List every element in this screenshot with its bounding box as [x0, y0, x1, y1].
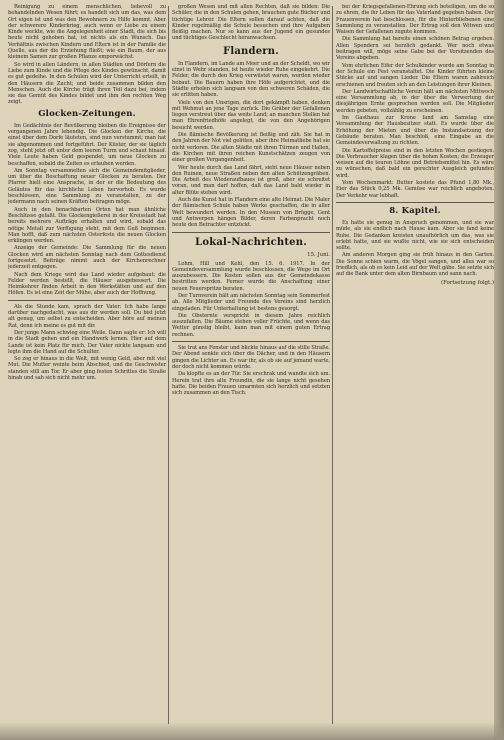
article-paragraph: Im Gedächtnis der Bevölkerung bleiben die Ereignisse der vergangenen Jahre lebendig. Die Glocken der Kirche, die einst über dem Dorfe läuteten, sind nun verstummt; man hat sie abgenommen und fortgeführt. Der Küster, der sie täglich zog, steht jetzt oft unter dem leeren Turm und schaut hinauf. Viele Leute haben Geld gespendet, um neue Glocken zu beschaffen, sobald die Zeiten es erlauben werden.: [8, 122, 166, 167]
article-paragraph: Der Landwirtschaftliche Verein hält am nächsten Mittwoch eine Versammlung ab, in der über die Verwertung der diesjährigen Ernte gesprochen werden soll. Die Mitglieder werden gebeten, vollzählig zu erscheinen.: [336, 88, 494, 114]
article-paragraph: Reinigung zu einem menschlichen, liebevoll zu behandelnden Wesen führt; es handelt sich um das, was dem Ort eigen ist und was den Bewohnern zu Hilfe kommt. Aber der schwerere Kinderkrieg, auch wenn er Liebe zu einem Kinde weckte, wie die Angelegenheit einer Stadt, die sich bis heute nicht gehoben hat, ist nichts als ein Wunsch. Das Verhältnis zwischen Kindern und Eltern ist in der Familie die Quelle, aus der die Erziehung fließt; wie ein Baum, der aus kleinem Samen zur großen Pflanze emporwächst.: [8, 4, 166, 61]
column-rule: [168, 6, 169, 724]
article-paragraph: In Flandern, im Lande am Meer und an der Scheldt, wo wir einst in Wehr standen, ist heute wieder Ruhe eingekehrt. Die Felder, die durch den Krieg verwüstet waren, werden wieder bebaut. Die Bauern haben ihre Höfe aufgerichtet, und die Städte erholen sich langsam von den schweren Schäden, die sie erlitten haben.: [172, 60, 330, 99]
story-paragraph: Es hatte sie genug in Anspruch genommen, und sie war müde, als sie endlich nach Hause kam. Aber sie fand keine Ruhe. Die Gedanken kreisten unaufhörlich um das, was sie erlebt hatte, und sie wußte nicht, wie sie sich entscheiden sollte.: [336, 219, 494, 252]
article-paragraph: Vom ehrlichen Eifer der Schulkinder wurde am Sonntag in der Schule ein Fest veranstaltet. Die Kinder führten kleine Stücke auf und sangen Lieder. Die Eltern waren zahlreich erschienen und freuten sich an den Leistungen ihrer Kleinen.: [336, 62, 494, 88]
section-heading-flandern: Flandern.: [223, 45, 279, 57]
article-paragraph: Der Turnverein hält am nächsten Sonntag sein Sommerfest ab. Alle Mitglieder und Freunde des Vereins sind herzlich eingeladen. Für Unterhaltung ist bestens gesorgt.: [172, 292, 330, 312]
section-divider: [8, 300, 166, 301]
article-paragraph: Die flämische Bevölkerung ist fleißig und zäh. Sie hat in den Jahren der Not viel gelitten, aber ihre Heimatliebe hat sie nicht verloren. Die alten Städte mit ihren Türmen und Hallen, die Kirchen mit ihren reichen Kunstschätzen zeugen von einer großen Vergangenheit.: [172, 132, 330, 164]
article-paragraph: großen Wesen und mit allen Rechten, daß sie bilden: Die Schüler, die in den Schulen gehen, brauchen gute Bücher und tüchtige Lehrer. Die Eltern sollen darauf achten, daß die Kinder regelmäßig die Schule besuchen und ihre Aufgaben fleißig machen. Nur so kann aus der Jugend ein gesundes und tüchtiges Geschlecht heranwachsen.: [172, 4, 330, 42]
section-divider: [172, 341, 330, 342]
article-paragraph: Die Kartoffelpreise sind in den letzten Wochen gestiegen. Die Verbraucher klagen über die hohen Kosten; die Erzeuger weisen auf die teuren Löhne und Betriebsmittel hin. Es wäre zu wünschen, daß bald ein gerechter Ausgleich gefunden wird.: [336, 147, 494, 179]
article-paragraph: Auch die Kunst hat in Flandern eine alte Heimat. Die Maler der flämischen Schule haben Werke geschaffen, die in aller Welt bewundert werden. In den Museen von Brügge, Gent und Antwerpen hängen Bilder, deren Farbenpracht noch heute den Betrachter entzückt.: [172, 197, 330, 229]
article-paragraph: Viele von den Unsrigen, die dort gekämpft haben, denken mit Wehmut an jene Tage zurück. Die Gräber der Gefallenen liegen verstreut über das weite Land; an manchen Stellen hat man Ehrenfriedhöfe angelegt, die von den Angehörigen besucht werden.: [172, 99, 330, 131]
article-paragraph: Nach dem Kriege wird das Land wieder aufgebaut; die Felder werden bestellt, die Häuser ausgebessert. Die Heimkehrer finden Arbeit in den Werkstätten und auf den Höfen. Es ist eine Zeit der Mühe, aber auch der Hoffnung.: [8, 271, 166, 297]
story-paragraph: Am anderen Morgen ging sie früh hinaus in den Garten. Die Sonne schien warm, die Vögel sangen, und alles war so friedlich, als ob es kein Leid auf der Welt gäbe. Sie setzte sich auf die Bank unter dem alten Birnbaum und sann nach.: [336, 252, 494, 278]
page-spine-shadow: [494, 0, 504, 740]
article-paragraph: Am Sonntag versammelten sich die Gemeindemitglieder, um über die Beschaffung neuer Glocken zu beraten. Der Pfarrer hielt eine Ansprache, in der er die Bedeutung des Geläutes für das kirchliche Leben hervorhob. Es wurde beschlossen, eine Sammlung zu veranstalten, zu der jedermann nach seinen Kräften beitragen möge.: [8, 167, 166, 206]
article-paragraph: Wer heute durch das Land fährt, sieht neue Häuser neben den Ruinen, neue Straßen neben den alten Schützengräben. Die Arbeit des Wiederaufbaues ist groß, aber sie schreitet voran, und man darf hoffen, daß das Land bald wieder in alter Blüte stehen wird.: [172, 164, 330, 196]
article-paragraph: Vom Wochenmarkt: Butter kostete das Pfund 1,80 Mk., Eier das Stück 0,25 Mk. Gemüse war reichlich angeboten. Der Verkehr war lebhaft.: [336, 180, 494, 199]
scan-edge: [0, 722, 504, 740]
article-paragraph: Die Sammlung hat bereits einen schönen Betrag ergeben. Allen Spendern sei herzlich gedankt. Wer noch etwas beitragen will, möge seine Gabe bei der Vorsitzenden des Vereins abgeben.: [336, 36, 494, 62]
article-paragraph: So wird in allen Ländern, in allen Städten und Dörfern die Liebe zum Kinde und die Pflege des Kindes gewünscht, damit es gut gedeihe. In den Schulen wird der Unterricht erteilt, in den Häusern die Zucht; und beide zusammen bilden den Menschen. Auch die Kirche trägt ihren Teil dazu bei, indem sie das Gemüt des Kindes bildet und ihm den rechten Weg zeigt.: [8, 61, 166, 106]
story-paragraph: Sie trat ans Fenster und blickte hinaus auf die stille Straße. Der Abend senkte sich über die Dächer, und in den Häusern gingen die Lichter an. Es war ihr, als ob sie auf jemand warte, der doch nicht kommen würde.: [172, 345, 330, 370]
section-heading-lokal-nachrichten: Lokal-Nachrichten.: [195, 236, 307, 248]
column-left: [8, 4, 166, 730]
column-middle: [172, 4, 330, 730]
chapter-heading: 8. Kapitel.: [389, 205, 441, 216]
section-divider: [172, 232, 330, 233]
story-paragraph: Da klopfte es an der Tür. Sie erschrak und wandte sich um. Herein trat ihre alte Freundin, die sie lange nicht gesehen hatte. Die beiden Frauen umarmten sich herzlich und setzten sich zusammen an den Tisch.: [172, 371, 330, 397]
article-paragraph: Im Gasthaus zur Krone fand am Samstag eine Versammlung der Hausbesitzer statt. Es wurde über die Erhöhung der Mieten und über die Instandsetzung der Gebäude beraten. Man beschloß, eine Eingabe an die Gemeindeverwaltung zu richten.: [336, 115, 494, 147]
story-paragraph: Als die Stunde kam, sprach der Vater: Ich habe lange darüber nachgedacht, was aus dir werden soll. Du bist jetzt alt genug, um selbst zu entscheiden. Aber höre auf meinen Rat, denn ich meine es gut mit dir.: [8, 303, 166, 329]
section-divider: [336, 202, 494, 203]
article-paragraph: Auch in den benachbarten Orten hat man ähnliche Beschlüsse gefaßt. Die Glockengießerei in der Kreisstadt hat bereits mehrere Aufträge erhalten und wird, sobald das nötige Metall zur Verfügung steht, mit dem Guß beginnen. Man hofft, daß zum nächsten Osterfeste die neuen Glocken erklingen werden.: [8, 206, 166, 245]
section-heading: Glocken-Zeitungen.: [38, 108, 136, 119]
story-paragraph: Der junge Mann schwieg eine Weile. Dann sagte er: Ich will in die Stadt gehen und ein Handwerk lernen. Hier auf dem Lande ist kein Platz für mich. Der Vater nickte langsam und legte ihm die Hand auf die Schulter.: [8, 329, 166, 355]
dateline: 15. Juni.: [307, 251, 330, 258]
continuation-note: (Fortsetzung folgt.): [440, 279, 494, 286]
story-paragraph: So zog er hinaus in die Welt, mit wenig Geld, aber mit viel Mut. Die Mutter weinte beim Abschied, und die Geschwister standen still am Tor. Er aber ging festen Schrittes die Straße hinab und sah sich nicht mehr um.: [8, 356, 166, 382]
article-paragraph: Die Obsternte verspricht in diesem Jahre reichlich auszufallen. Die Bäume stehen voller Früchte, und wenn das Wetter günstig bleibt, kann man mit einem guten Ertrag rechnen.: [172, 312, 330, 338]
article-paragraph: bei der Kriegsgefallenen-Ehrung sich beteiligen, um die so zu ehren, die ihr Leben für das Vaterland gegeben haben. Der Frauenverein hat beschlossen, für die Hinterbliebenen eine Sammlung zu veranstalten. Der Ertrag soll den Witwen und Waisen der Gefallenen zugute kommen.: [336, 4, 494, 36]
article-paragraph: Lohm, Hill und Kehl, den 15. 6. 1917. In der Gemeindeversammlung wurde beschlossen, die Wege im Ort auszubessern. Die Kosten sollen aus der Gemeindekasse bestritten werden. Ferner wurde die Anschaffung einer neuen Feuerspritze beraten.: [172, 260, 330, 292]
article-paragraph: Anzeige der Gemeinde: Die Sammlung für die neuen Glocken wird am nächsten Sonntag nach dem Gottesdienst fortgesetzt. Beiträge nimmt auch der Kirchenrechner jederzeit entgegen.: [8, 245, 166, 271]
column-rule: [332, 6, 333, 724]
column-right: [336, 4, 494, 730]
